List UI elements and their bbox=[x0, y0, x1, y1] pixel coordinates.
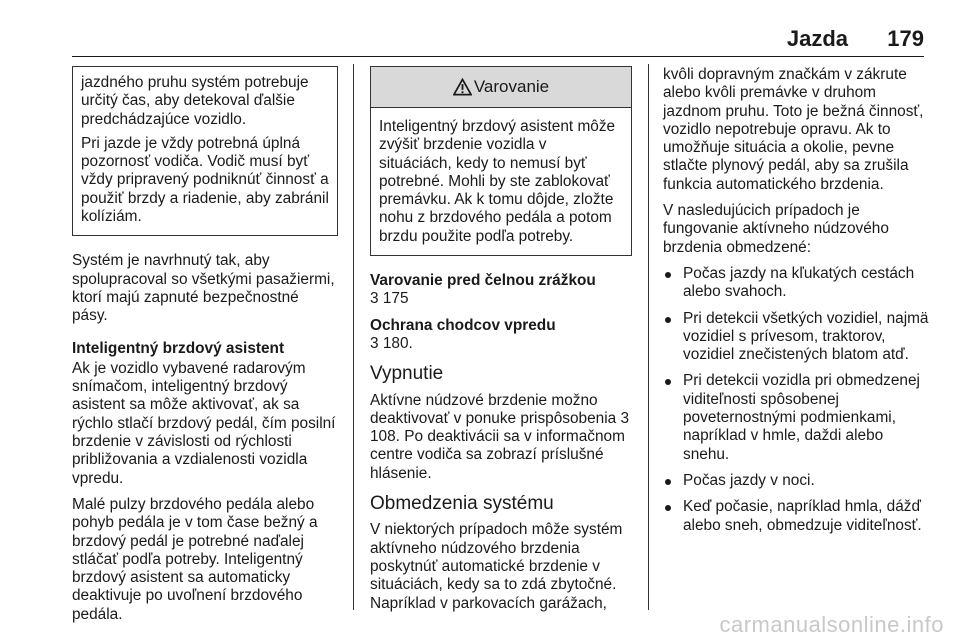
bullet-icon bbox=[665, 505, 671, 511]
reference-title: Ochrana chodcov vpredu bbox=[370, 316, 556, 334]
column-divider-1 bbox=[353, 64, 354, 610]
heading-system-limits: Obmedzenia systému bbox=[370, 493, 554, 515]
paragraph: V niektorých prípadoch môže systém aktívneho núdzového brzdenia poskytnúť automatické brzdenie v situáciách, kedy sa to zdá zbytočné. Napríklad v parkovacích garážach, bbox=[370, 521, 623, 612]
paragraph: V nasledujúcich prípadoch je fungovanie aktívneho núdzového brzdenia obmedzené: bbox=[663, 202, 889, 256]
paragraph: kvôli dopravným značkám v zákrute alebo kvôli premávke v druhom jazdnom pruhu. Toto je bežná činnosť, vozidlo nepotrebuje opravu. Ak to umožňuje situácia a okolie, pevne stlačte plynový pedál, aby sa zrušila funkcia automatického brzdenia. bbox=[663, 66, 924, 193]
column-3 bbox=[663, 66, 929, 543]
heading-deactivation: Vypnutie bbox=[370, 363, 444, 385]
warning-box bbox=[370, 66, 632, 256]
watermark: carmanualsonline.info bbox=[719, 612, 944, 637]
bullet-icon bbox=[665, 379, 671, 385]
subheading-brake-assist: Inteligentný brzdový asistent bbox=[72, 339, 285, 357]
section-title: Jazda bbox=[786, 26, 848, 51]
bullet-icon bbox=[665, 272, 671, 278]
bullet-icon bbox=[665, 317, 671, 323]
paragraph: Systém je navrhnutý tak, aby spolupracoval so všetkými pasažiermi, ktorí majú zapnuté bezpečnostné pásy. bbox=[72, 252, 335, 325]
paragraph: Ak je vozidlo vybavené radarovým snímačom, inteligentný brzdový asistent sa môže aktivovať, ak sa rýchlo stlačí brzdový pedál, čím posilní brzdenie v závislosti od rýchlosti približovania a vzdialenosti vozidla vpredu. bbox=[72, 359, 336, 487]
column-1 bbox=[72, 66, 338, 632]
paragraph: Malé pulzy brzdového pedála alebo pohyb pedála je v tom čase bežný a brzdový pedál je potrebné naďalej stláčať podľa potreby. Inteligentný brzdový asistent sa automaticky deaktivuje po uvoľnení brzdového pedála. bbox=[72, 495, 318, 623]
list-item: Keď počasie, napríklad hmla, dážď alebo sneh, obmedzuje viditeľnosť. bbox=[663, 498, 929, 535]
list-item: Pri detekcii vozidla pri obmedzenej viditeľnosti spôsobenej poveternostnými podmienkami, napríklad v hmle, daždi alebo snehu. bbox=[663, 372, 929, 463]
warning-text: Inteligentný brzdový asistent môže zvýšiť brzdenie vozidla v situáciách, kedy to nemusí byť potrebné. Mohli by ste zablokovať premávku. Ak k tomu dôjde, zložte nohu z brzdového pedála a potom brzdu použite podľa potreby. bbox=[379, 118, 616, 245]
paragraph: Aktívne núdzové brzdenie možno deaktivovať v ponuke prispôsobenia 3 108. Po deaktivácii sa v informačnom centre vodiča sa zobrazí príslušné hlásenie. bbox=[370, 391, 630, 482]
list-item: Pri detekcii všetkých vozidiel, najmä vozidiel s prívesom, traktorov, vozidiel znečistených blatom atď. bbox=[663, 310, 929, 365]
header-divider bbox=[72, 56, 924, 57]
column-divider-2 bbox=[648, 64, 649, 610]
reference-title: Varovanie pred čelnou zrážkou bbox=[370, 272, 596, 290]
warning-header bbox=[371, 67, 631, 108]
list-item: Počas jazdy na kľukatých cestách alebo svahoch. bbox=[663, 265, 929, 302]
list-item: Počas jazdy v noci. bbox=[663, 472, 929, 490]
page-number: 179 bbox=[887, 26, 924, 51]
note-text-2: Pri jazde je vždy potrebná úplná pozornosť vodiča. Vodič musí byť vždy pripravený podniknúť činnosť a použiť brzdy a riadenie, aby zabránil kolíziám. bbox=[81, 134, 329, 226]
column-2 bbox=[370, 66, 632, 621]
warning-title: Varovanie bbox=[473, 76, 550, 96]
note-text-1: jazdného pruhu systém potrebuje určitý čas, aby detekoval ďalšie predchádzajúce vozidlo. bbox=[81, 74, 309, 128]
page-reference-link[interactable]: 3 175 bbox=[370, 290, 409, 308]
warning-body bbox=[371, 108, 631, 255]
warning-triangle-icon bbox=[453, 78, 472, 96]
note-box bbox=[72, 66, 338, 236]
limitations-list bbox=[663, 265, 929, 535]
bullet-icon bbox=[665, 479, 671, 485]
page-reference-link[interactable]: 3 180. bbox=[370, 334, 413, 352]
